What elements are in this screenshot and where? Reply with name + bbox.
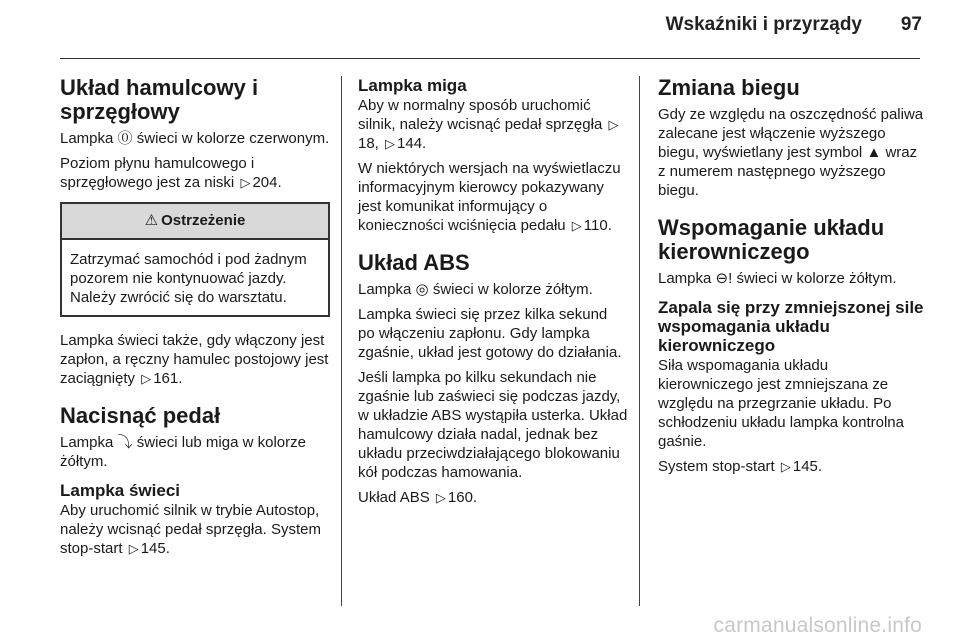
column-3 <box>658 76 926 482</box>
paragraph: W niektórych wersjach na wyświetlaczu informacyjnym kierowcy pokazywany jest komunikat informujący o konieczności wciśnięcia pedału ▷ 110. <box>358 160 621 234</box>
column-separator <box>639 76 640 606</box>
heading-lamp-on: Lampka świeci <box>60 481 181 500</box>
paragraph: Jeśli lampka po kilku sekundach nie zgaśnie lub zaświeci się podczas jazdy, w układzie ABS wystąpiła usterka. Układ hamulcowy działa nadal, jednak bez układu przeciwdziałającego blokowaniu kół podczas hamowania. <box>358 369 628 481</box>
brake-warning-icon: ⓪ <box>117 130 133 147</box>
paragraph: System stop-start ▷ 145. <box>658 458 823 475</box>
paragraph: Lampka świeci się przez kilka sekund po włączeniu zapłonu. Gdy lampka zgaśnie, układ jest gotowy do działania. <box>358 306 622 361</box>
header-title: Wskaźniki i przyrządy <box>665 14 862 35</box>
paragraph: Lampka ⓪ świeci w kolorze czerwonym. <box>60 130 330 147</box>
page-ref-link[interactable]: 161. <box>153 370 183 387</box>
page-ref-icon: ▷ <box>385 136 396 151</box>
page-ref-icon: ▷ <box>571 218 582 233</box>
paragraph: Lampka świeci także, gdy włączony jest zapłon, a ręczny hamulec postojowy jest zaciągnięty ▷ 161. <box>60 332 329 387</box>
page-ref-link[interactable]: 204. <box>252 174 282 191</box>
up-arrow-icon: ▲ <box>866 144 882 161</box>
page-ref-link[interactable]: 145. <box>792 458 823 475</box>
heading-power-steering: Wspomaganie układu kierowniczego <box>658 215 885 264</box>
page-ref-link[interactable]: 144. <box>397 135 427 152</box>
page-number: 97 <box>900 14 922 35</box>
steering-warning-icon: ⊖! <box>715 270 733 287</box>
page-ref-icon: ▷ <box>780 459 791 474</box>
column-2 <box>358 76 628 513</box>
watermark: carmanualsonline.info <box>713 614 922 637</box>
heading-reduced-steering: Zapala się przy zmniejszonej sile wspomagania układu kierowniczego <box>658 298 924 355</box>
abs-warning-icon: ◎ <box>415 281 429 298</box>
header-rule <box>60 58 920 59</box>
page-ref-link[interactable]: 145. <box>140 540 170 557</box>
column-separator <box>341 76 342 606</box>
paragraph: Gdy ze względu na oszczędność paliwa zalecane jest włączenie wyższego biegu, wyświetlany jest symbol ▲ wraz z numerem następnego wyższego biegu. <box>658 106 924 199</box>
page-ref-icon: ▷ <box>435 490 446 505</box>
heading-lamp-flashes: Lampka miga <box>358 76 467 95</box>
warning-body <box>62 240 328 315</box>
paragraph: Układ ABS ▷ 160. <box>358 489 478 506</box>
warning-box <box>60 202 330 317</box>
page-ref-link[interactable]: 160. <box>447 489 478 506</box>
warning-text: Zatrzymać samochód i pod żadnym pozorem nie kontynuować jazdy. Należy zwrócić się do warsztatu. <box>70 251 307 306</box>
paragraph: Lampka ⊖! świeci w kolorze żółtym. <box>658 270 897 287</box>
heading-brake-clutch: Układ hamulcowy i sprzęgłowy <box>60 75 259 124</box>
page-ref-icon: ▷ <box>128 541 139 556</box>
paragraph: Poziom płynu hamulcowego i sprzęgłowego jest za niski ▷ 204. <box>60 155 282 191</box>
page-ref-icon: ▷ <box>141 371 152 386</box>
clutch-pedal-icon: ⤵ <box>117 434 133 451</box>
heading-abs: Układ ABS <box>358 250 470 275</box>
page-ref-icon: ▷ <box>608 117 619 132</box>
page-ref-link[interactable]: 18, <box>358 135 379 152</box>
page-ref-icon: ▷ <box>240 175 251 190</box>
paragraph: Lampka ⤵ świeci lub miga w kolorze żółtym. <box>60 434 306 470</box>
paragraph: Siła wspomagania układu kierowniczego jest zmniejszana ze względu na przegrzanie układu. Po schłodzeniu układu lampka kontrolna gaśnie. <box>658 357 904 450</box>
paragraph: Aby uruchomić silnik w trybie Autostop, należy wcisnąć pedał sprzęgła. System stop-start ▷ 145. <box>60 502 321 557</box>
warning-icon: ⚠ <box>144 212 159 229</box>
heading-press-pedal: Nacisnąć pedał <box>60 403 221 428</box>
heading-gear-shift: Zmiana biegu <box>658 75 800 100</box>
warning-header: ⚠ Ostrzeżenie <box>62 204 328 240</box>
column-1 <box>60 76 330 564</box>
page-ref-link[interactable]: 110. <box>583 217 612 234</box>
paragraph: Aby w normalny sposób uruchomić silnik, należy wcisnąć pedał sprzęgła ▷18, ▷ 144. <box>358 97 619 152</box>
paragraph: Lampka ◎ świeci w kolorze żółtym. <box>358 281 593 298</box>
